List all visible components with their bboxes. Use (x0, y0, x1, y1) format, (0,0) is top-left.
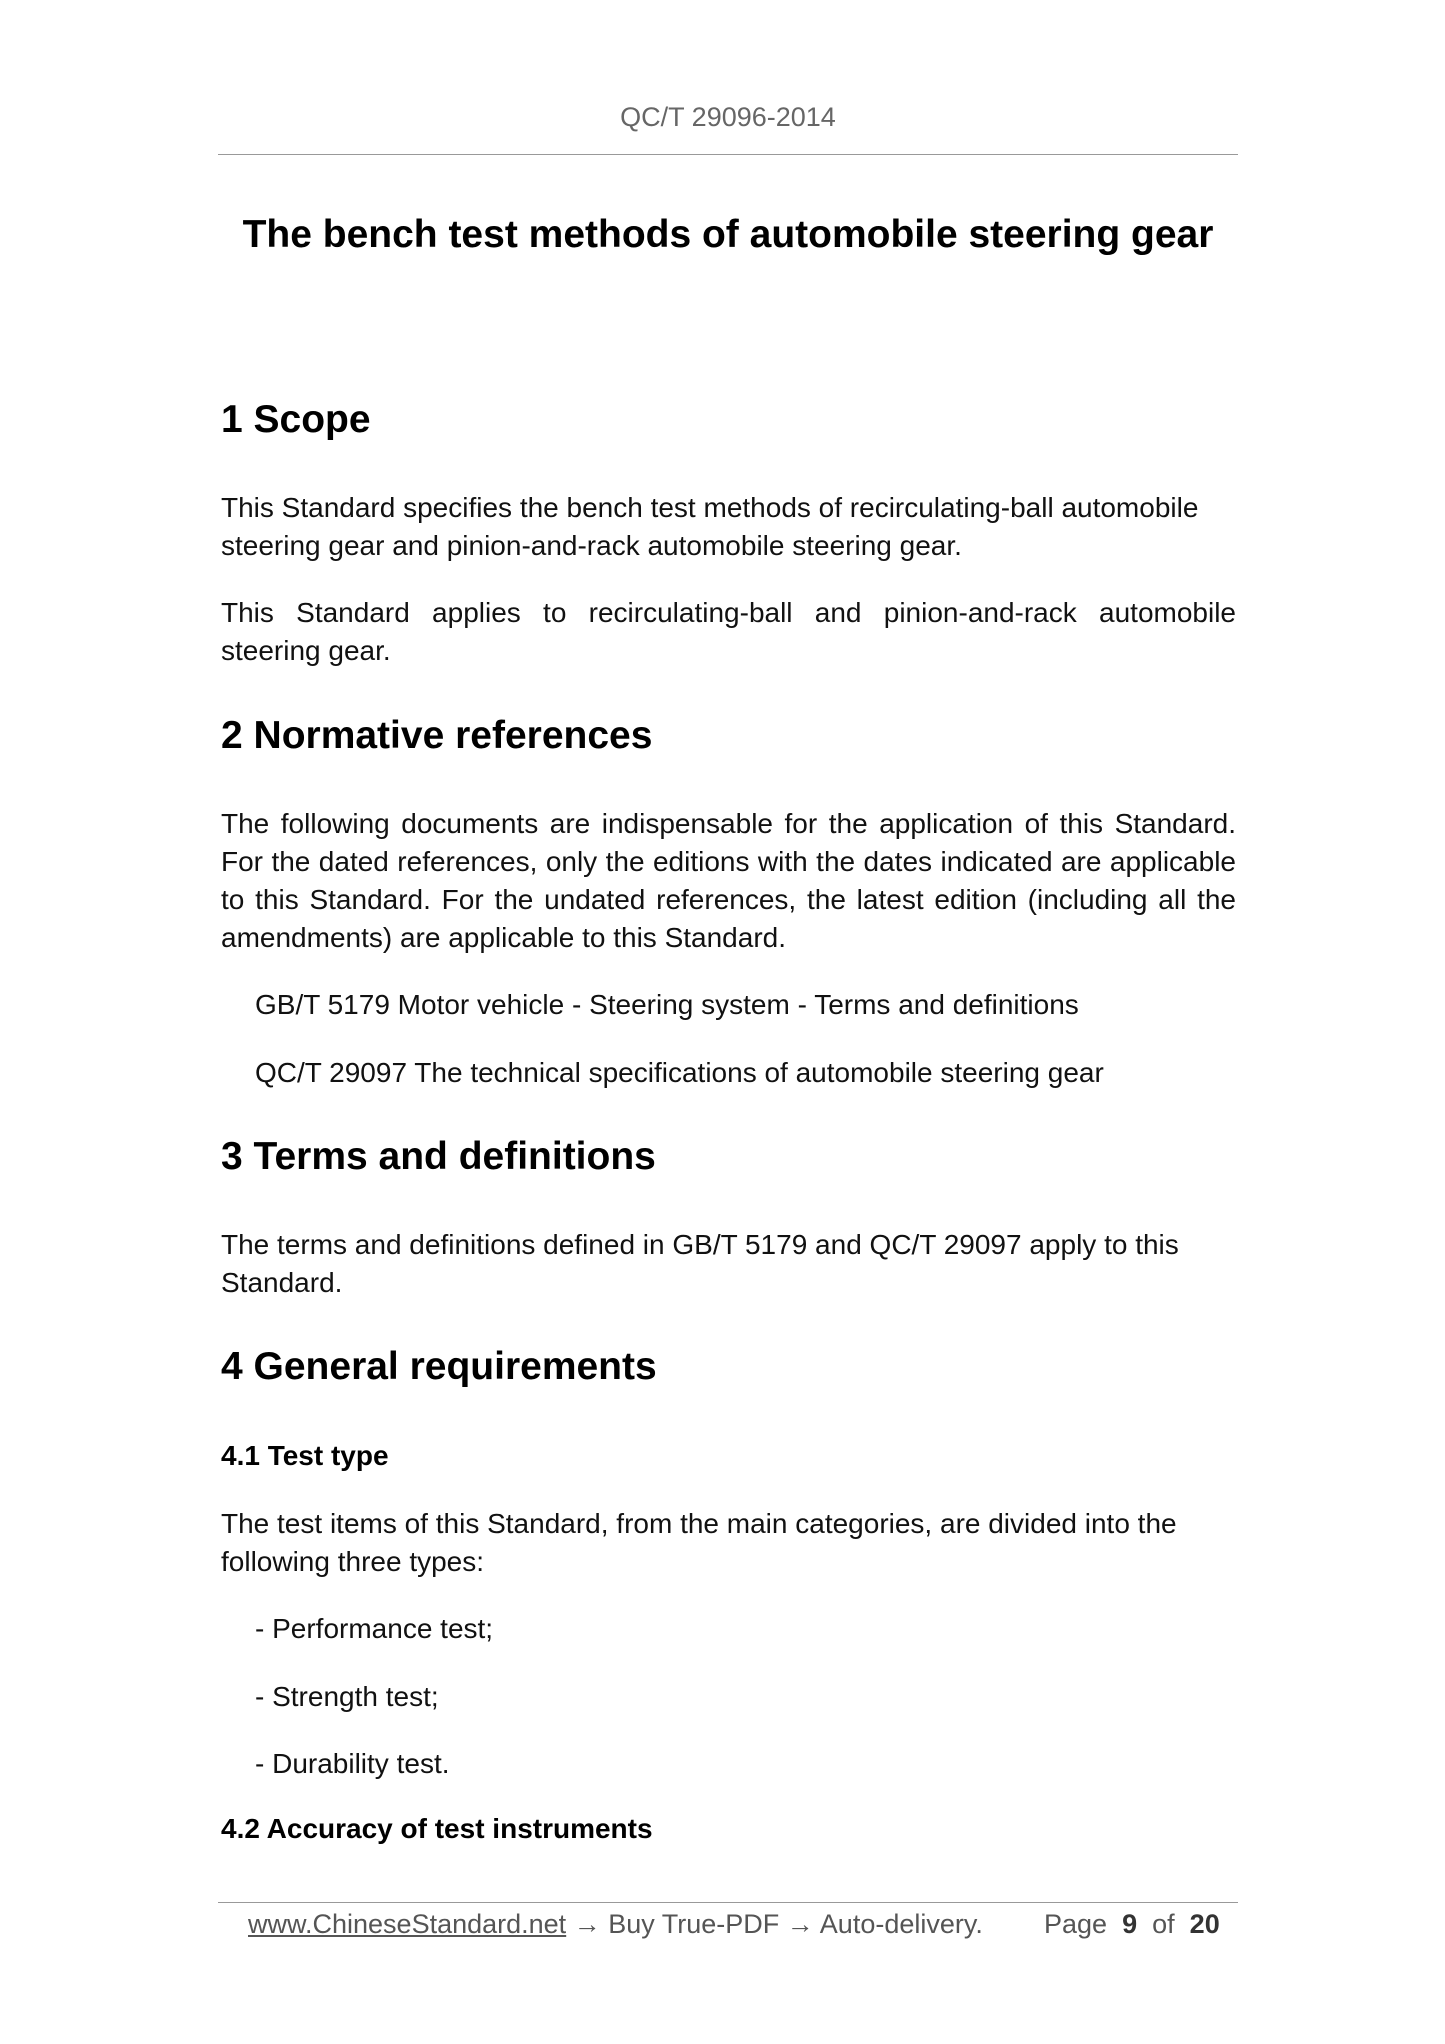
section-1-heading: 1 Scope (221, 398, 371, 441)
page-total: 20 (1189, 1909, 1220, 1939)
page-label: Page (1044, 1909, 1108, 1939)
section-2-heading: 2 Normative references (221, 714, 653, 757)
section-2-paragraph-1: The following documents are indispensable for the application of this Standard. For the dated references, only the editions with the dates indicated are applicable to this Standard. For the undated references, the latest edition (including all the amendments) are applicable to this Standard. (221, 808, 1236, 953)
arrow-right-icon: → (786, 1909, 814, 1939)
section-3-heading: 3 Terms and definitions (221, 1135, 656, 1178)
section-1-paragraph-1: This Standard specifies the bench test methods of recirculating-ball automobile steering gear and pinion-and-rack automobile steering gear. (221, 492, 1199, 561)
footer-promo (248, 1906, 983, 1942)
reference-item-1: GB/T 5179 Motor vehicle - Steering system - Terms and definitions (255, 989, 1079, 1020)
test-type-item-2: - Strength test; (255, 1681, 439, 1712)
test-type-item-1: - Performance test; (255, 1613, 494, 1644)
section-3-paragraph-1: The terms and definitions defined in GB/T 5179 and QC/T 29097 apply to this Standard. (221, 1229, 1179, 1298)
footer-divider (218, 1902, 1238, 1903)
section-1-paragraph-2: This Standard applies to recirculating-ball and pinion-and-rack automobile steering gear. (221, 597, 1236, 666)
header-standard-code: QC/T 29096-2014 (620, 102, 836, 132)
subsection-4-1-heading: 4.1 Test type (221, 1440, 389, 1471)
header-divider (218, 154, 1238, 155)
page-indicator (1044, 1906, 1220, 1942)
footer-buy-text: Buy True-PDF (608, 1909, 780, 1939)
arrow-right-icon: → (573, 1909, 601, 1939)
website-link[interactable]: www.ChineseStandard.net (248, 1909, 567, 1939)
subsection-4-2-heading: 4.2 Accuracy of test instruments (221, 1813, 653, 1844)
of-label: of (1152, 1909, 1175, 1939)
subsection-4-1-paragraph: The test items of this Standard, from the main categories, are divided into the following three types: (221, 1508, 1177, 1577)
footer-auto-text: Auto-delivery. (819, 1909, 983, 1939)
reference-item-2: QC/T 29097 The technical specifications of automobile steering gear (255, 1057, 1104, 1088)
section-4-heading: 4 General requirements (221, 1345, 657, 1388)
test-type-item-3: - Durability test. (255, 1748, 450, 1779)
document-title: The bench test methods of automobile steering gear (242, 213, 1214, 256)
page-current: 9 (1122, 1909, 1138, 1939)
